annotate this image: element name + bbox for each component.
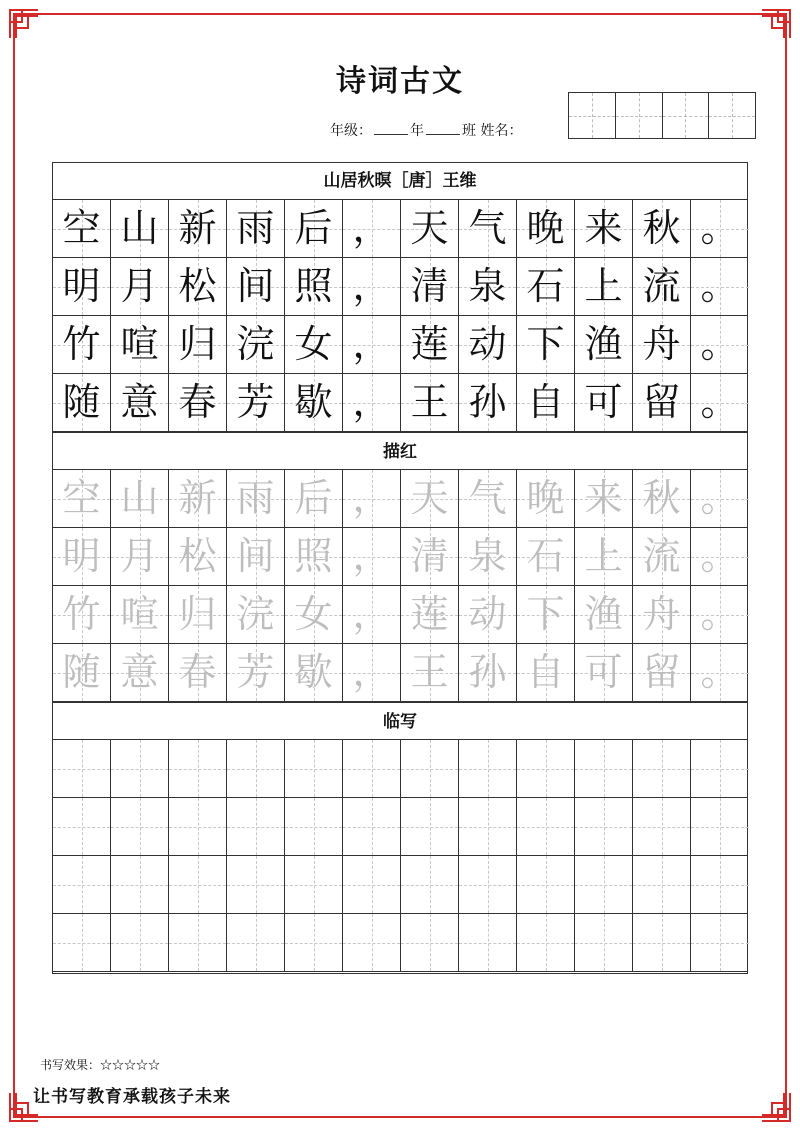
- grid-cell: [169, 200, 227, 257]
- poem-char: 。: [700, 476, 739, 520]
- poem-char: 石: [526, 534, 565, 578]
- poem-char: 留: [642, 650, 681, 694]
- corner-ornament-bottom-right: [758, 1089, 792, 1123]
- grid-cell: [691, 528, 749, 585]
- grid-cell: [691, 586, 749, 643]
- grid-cell: [459, 528, 517, 585]
- poem-char: 随: [62, 650, 101, 694]
- grid-cell: [401, 258, 459, 315]
- grid-cell[interactable]: [401, 798, 459, 855]
- grid-cell: [691, 316, 749, 373]
- poem-char: 石: [526, 264, 565, 308]
- grid-cell[interactable]: [517, 856, 575, 913]
- grid-cell: [53, 586, 111, 643]
- poem-heading: 山居秋暝［唐］王维: [53, 163, 747, 200]
- poem-char: 泉: [468, 264, 507, 308]
- poem-char: 随: [62, 380, 101, 424]
- grid-cell: [111, 316, 169, 373]
- grid-cell[interactable]: [401, 740, 459, 797]
- grid-cell: [575, 586, 633, 643]
- slogan: 让书写教育承载孩子未来: [33, 1087, 231, 1107]
- page-title: 诗词古文: [336, 64, 464, 99]
- grid-cell: [691, 200, 749, 257]
- grid-cell[interactable]: [111, 856, 169, 913]
- corner-ornament-top-left: [8, 8, 42, 42]
- grid-cell: [517, 528, 575, 585]
- name-cell[interactable]: [616, 93, 663, 138]
- grid-cell[interactable]: [111, 914, 169, 971]
- grid-cell[interactable]: [691, 856, 749, 913]
- grid-cell: [401, 528, 459, 585]
- grade-label: 年级：: [330, 123, 372, 139]
- grid-cell[interactable]: [517, 914, 575, 971]
- grid-cell: [401, 644, 459, 701]
- grid-cell: [633, 644, 691, 701]
- grid-cell: [517, 258, 575, 315]
- poem-char: 间: [236, 264, 275, 308]
- grid-cell: [169, 316, 227, 373]
- poem-char: 明: [62, 534, 101, 578]
- poem-char: 。: [700, 534, 739, 578]
- poem-char: 春: [178, 650, 217, 694]
- grid-cell: [111, 200, 169, 257]
- poem-char: 月: [120, 534, 159, 578]
- grid-cell[interactable]: [285, 740, 343, 797]
- grid-cell: [53, 316, 111, 373]
- grid-cell[interactable]: [691, 798, 749, 855]
- grid-cell: [343, 200, 401, 257]
- grid-cell[interactable]: [517, 798, 575, 855]
- rating-label: 书写效果：: [40, 1058, 101, 1072]
- grid-cell: [401, 470, 459, 527]
- trace-row: [53, 470, 747, 528]
- grid-cell: [459, 470, 517, 527]
- grid-cell[interactable]: [575, 740, 633, 797]
- grid-cell: [227, 644, 285, 701]
- grid-cell: [169, 644, 227, 701]
- grid-cell: [169, 470, 227, 527]
- grid-cell[interactable]: [169, 856, 227, 913]
- grid-cell: [517, 586, 575, 643]
- grid-cell: [575, 316, 633, 373]
- poem-char: 月: [120, 264, 159, 308]
- name-writing-grid[interactable]: [568, 92, 756, 139]
- grid-cell[interactable]: [401, 856, 459, 913]
- poem-char: 下: [526, 322, 565, 366]
- poem-char: 自: [526, 380, 565, 424]
- poem-char: ，: [352, 380, 391, 424]
- rating-line: [40, 1056, 160, 1073]
- poem-char: 自: [526, 650, 565, 694]
- grid-cell: [401, 200, 459, 257]
- copy-row: [53, 914, 747, 972]
- grid-cell: [53, 200, 111, 257]
- poem-char: 意: [120, 380, 159, 424]
- class-label: 班: [462, 123, 476, 139]
- grid-cell[interactable]: [633, 856, 691, 913]
- grid-cell: [53, 528, 111, 585]
- grid-cell[interactable]: [343, 740, 401, 797]
- poem-char: 芳: [236, 380, 275, 424]
- poem-char: 渔: [584, 322, 623, 366]
- year-label: 年: [410, 123, 424, 139]
- poem-char: 气: [468, 206, 507, 250]
- poem-char: 动: [468, 322, 507, 366]
- grid-cell: [227, 316, 285, 373]
- grid-cell: [575, 200, 633, 257]
- grid-cell[interactable]: [227, 740, 285, 797]
- class-blank[interactable]: [426, 121, 460, 135]
- grid-cell: [517, 200, 575, 257]
- grid-cell: [343, 374, 401, 431]
- student-info: [330, 121, 522, 140]
- poem-char: 秋: [642, 476, 681, 520]
- poem-char: 歇: [294, 380, 333, 424]
- poem-char: 女: [294, 322, 333, 366]
- poem-char: 松: [178, 264, 217, 308]
- grid-cell: [633, 374, 691, 431]
- grid-cell: [227, 374, 285, 431]
- grid-cell: [633, 470, 691, 527]
- poem-char: ，: [352, 264, 391, 308]
- copy-row: [53, 856, 747, 914]
- grid-cell[interactable]: [53, 740, 111, 797]
- poem-char: 莲: [410, 592, 449, 636]
- grid-cell: [285, 644, 343, 701]
- grid-cell: [285, 374, 343, 431]
- poem-char: 雨: [236, 476, 275, 520]
- poem-char: 王: [410, 650, 449, 694]
- grid-cell: [285, 258, 343, 315]
- grid-cell: [343, 586, 401, 643]
- grid-cell: [169, 586, 227, 643]
- grid-cell: [575, 644, 633, 701]
- practice-sheet: [52, 162, 748, 974]
- trace-row: [53, 586, 747, 644]
- poem-char: 舟: [642, 592, 681, 636]
- poem-row: [53, 316, 747, 374]
- grid-cell: [517, 316, 575, 373]
- poem-char: 新: [178, 206, 217, 250]
- grid-cell: [633, 258, 691, 315]
- grid-cell: [691, 644, 749, 701]
- grid-cell: [517, 644, 575, 701]
- grid-cell[interactable]: [633, 798, 691, 855]
- grid-cell: [401, 586, 459, 643]
- grid-cell: [633, 200, 691, 257]
- poem-char: ，: [352, 592, 391, 636]
- poem-char: 女: [294, 592, 333, 636]
- poem-char: 浣: [236, 592, 275, 636]
- poem-char: 山: [120, 476, 159, 520]
- grid-cell[interactable]: [691, 740, 749, 797]
- poem-char: ，: [352, 476, 391, 520]
- grid-cell: [285, 200, 343, 257]
- grid-cell: [575, 470, 633, 527]
- poem-char: 上: [584, 264, 623, 308]
- grid-cell: [227, 258, 285, 315]
- grid-cell: [575, 258, 633, 315]
- grid-cell[interactable]: [633, 914, 691, 971]
- grid-cell: [227, 200, 285, 257]
- poem-char: 气: [468, 476, 507, 520]
- poem-char: ，: [352, 206, 391, 250]
- poem-row: [53, 374, 747, 432]
- grid-cell[interactable]: [169, 798, 227, 855]
- grid-cell: [111, 258, 169, 315]
- grid-cell[interactable]: [53, 914, 111, 971]
- poem-char: 照: [294, 264, 333, 308]
- poem-char: 后: [294, 476, 333, 520]
- poem-char: 喧: [120, 592, 159, 636]
- grid-cell[interactable]: [227, 798, 285, 855]
- name-cell[interactable]: [709, 93, 755, 138]
- poem-char: 松: [178, 534, 217, 578]
- poem-row: [53, 258, 747, 316]
- grid-cell[interactable]: [343, 914, 401, 971]
- poem-char: 后: [294, 206, 333, 250]
- grid-cell: [401, 316, 459, 373]
- grid-cell: [111, 374, 169, 431]
- grid-cell: [691, 258, 749, 315]
- poem-char: 孙: [468, 380, 507, 424]
- poem-char: 来: [584, 206, 623, 250]
- poem-char: 喧: [120, 322, 159, 366]
- grid-cell: [517, 470, 575, 527]
- poem-char: ，: [352, 322, 391, 366]
- poem-char: 泉: [468, 534, 507, 578]
- grid-cell[interactable]: [343, 856, 401, 913]
- poem-char: 。: [700, 592, 739, 636]
- grid-cell[interactable]: [517, 740, 575, 797]
- grid-cell: [575, 528, 633, 585]
- grid-cell: [459, 258, 517, 315]
- grid-cell: [633, 528, 691, 585]
- poem-char: 归: [178, 592, 217, 636]
- grid-cell: [169, 258, 227, 315]
- poem-char: 春: [178, 380, 217, 424]
- grid-cell[interactable]: [285, 914, 343, 971]
- grid-cell: [343, 528, 401, 585]
- grid-cell: [401, 374, 459, 431]
- grid-cell[interactable]: [169, 740, 227, 797]
- grid-cell[interactable]: [285, 798, 343, 855]
- poem-char: 清: [410, 534, 449, 578]
- poem-char: 孙: [468, 650, 507, 694]
- poem-char: 山: [120, 206, 159, 250]
- grid-cell[interactable]: [691, 914, 749, 971]
- grid-cell[interactable]: [459, 798, 517, 855]
- poem-char: 天: [410, 206, 449, 250]
- grid-cell: [285, 528, 343, 585]
- grid-cell: [575, 374, 633, 431]
- grid-cell[interactable]: [575, 856, 633, 913]
- grid-cell: [111, 644, 169, 701]
- name-label: 姓名：: [480, 123, 523, 139]
- grid-cell[interactable]: [401, 914, 459, 971]
- grid-cell: [227, 586, 285, 643]
- rating-stars[interactable]: ☆☆☆☆☆: [100, 1058, 161, 1072]
- poem-char: 动: [468, 592, 507, 636]
- grid-cell: [53, 470, 111, 527]
- poem-char: 照: [294, 534, 333, 578]
- poem-char: 留: [642, 380, 681, 424]
- grid-cell: [111, 470, 169, 527]
- grid-cell: [691, 374, 749, 431]
- poem-char: 晚: [526, 206, 565, 250]
- grade-blank[interactable]: [374, 121, 408, 135]
- grid-cell[interactable]: [459, 856, 517, 913]
- grid-cell: [111, 528, 169, 585]
- grid-cell: [227, 470, 285, 527]
- poem-char: 空: [62, 206, 101, 250]
- poem-char: 。: [700, 650, 739, 694]
- grid-cell: [517, 374, 575, 431]
- poem-char: 来: [584, 476, 623, 520]
- poem-char: 芳: [236, 650, 275, 694]
- poem-char: 秋: [642, 206, 681, 250]
- poem-char: 舟: [642, 322, 681, 366]
- grid-cell[interactable]: [285, 856, 343, 913]
- trace-row: [53, 644, 747, 702]
- poem-char: 竹: [62, 592, 101, 636]
- grid-cell: [343, 470, 401, 527]
- grid-cell: [459, 586, 517, 643]
- grid-cell[interactable]: [575, 798, 633, 855]
- copy-heading: 临写: [53, 702, 747, 740]
- trace-row: [53, 528, 747, 586]
- grid-cell[interactable]: [227, 856, 285, 913]
- grid-cell: [343, 644, 401, 701]
- corner-ornament-top-right: [758, 8, 792, 42]
- grid-cell[interactable]: [459, 914, 517, 971]
- grid-cell[interactable]: [459, 740, 517, 797]
- poem-char: 可: [584, 380, 623, 424]
- grid-cell[interactable]: [169, 914, 227, 971]
- trace-heading: 描红: [53, 432, 747, 470]
- poem-char: 流: [642, 534, 681, 578]
- poem-char: 流: [642, 264, 681, 308]
- grid-cell: [459, 374, 517, 431]
- grid-cell: [633, 586, 691, 643]
- grid-cell[interactable]: [53, 856, 111, 913]
- poem-row: [53, 200, 747, 258]
- poem-char: 可: [584, 650, 623, 694]
- poem-char: 意: [120, 650, 159, 694]
- poem-char: 归: [178, 322, 217, 366]
- poem-char: 空: [62, 476, 101, 520]
- grid-cell: [459, 316, 517, 373]
- poem-char: 。: [700, 264, 739, 308]
- poem-char: 渔: [584, 592, 623, 636]
- poem-char: ，: [352, 650, 391, 694]
- grid-cell[interactable]: [111, 740, 169, 797]
- grid-cell[interactable]: [575, 914, 633, 971]
- grid-cell: [169, 528, 227, 585]
- poem-char: 竹: [62, 322, 101, 366]
- poem-char: 莲: [410, 322, 449, 366]
- grid-cell[interactable]: [633, 740, 691, 797]
- grid-cell[interactable]: [343, 798, 401, 855]
- grid-cell[interactable]: [227, 914, 285, 971]
- poem-char: 清: [410, 264, 449, 308]
- name-cell[interactable]: [569, 93, 616, 138]
- poem-char: 明: [62, 264, 101, 308]
- grid-cell: [227, 528, 285, 585]
- grid-cell: [343, 316, 401, 373]
- grid-cell: [53, 374, 111, 431]
- copy-row: [53, 740, 747, 798]
- grid-cell: [691, 470, 749, 527]
- poem-char: 晚: [526, 476, 565, 520]
- name-cell[interactable]: [663, 93, 710, 138]
- poem-char: 。: [700, 322, 739, 366]
- grid-cell: [169, 374, 227, 431]
- poem-char: 天: [410, 476, 449, 520]
- grid-cell[interactable]: [111, 798, 169, 855]
- poem-char: 。: [700, 380, 739, 424]
- grid-cell: [633, 316, 691, 373]
- poem-char: 王: [410, 380, 449, 424]
- grid-cell: [285, 316, 343, 373]
- poem-char: 上: [584, 534, 623, 578]
- poem-char: 浣: [236, 322, 275, 366]
- poem-char: 雨: [236, 206, 275, 250]
- poem-char: 新: [178, 476, 217, 520]
- grid-cell[interactable]: [53, 798, 111, 855]
- grid-cell: [111, 586, 169, 643]
- poem-char: 。: [700, 206, 739, 250]
- grid-cell: [459, 644, 517, 701]
- grid-cell: [459, 200, 517, 257]
- poem-char: 歇: [294, 650, 333, 694]
- poem-char: 下: [526, 592, 565, 636]
- poem-char: ，: [352, 534, 391, 578]
- grid-cell: [285, 470, 343, 527]
- grid-cell: [53, 258, 111, 315]
- grid-cell: [53, 644, 111, 701]
- poem-char: 间: [236, 534, 275, 578]
- grid-cell: [343, 258, 401, 315]
- copy-row: [53, 798, 747, 856]
- grid-cell: [285, 586, 343, 643]
